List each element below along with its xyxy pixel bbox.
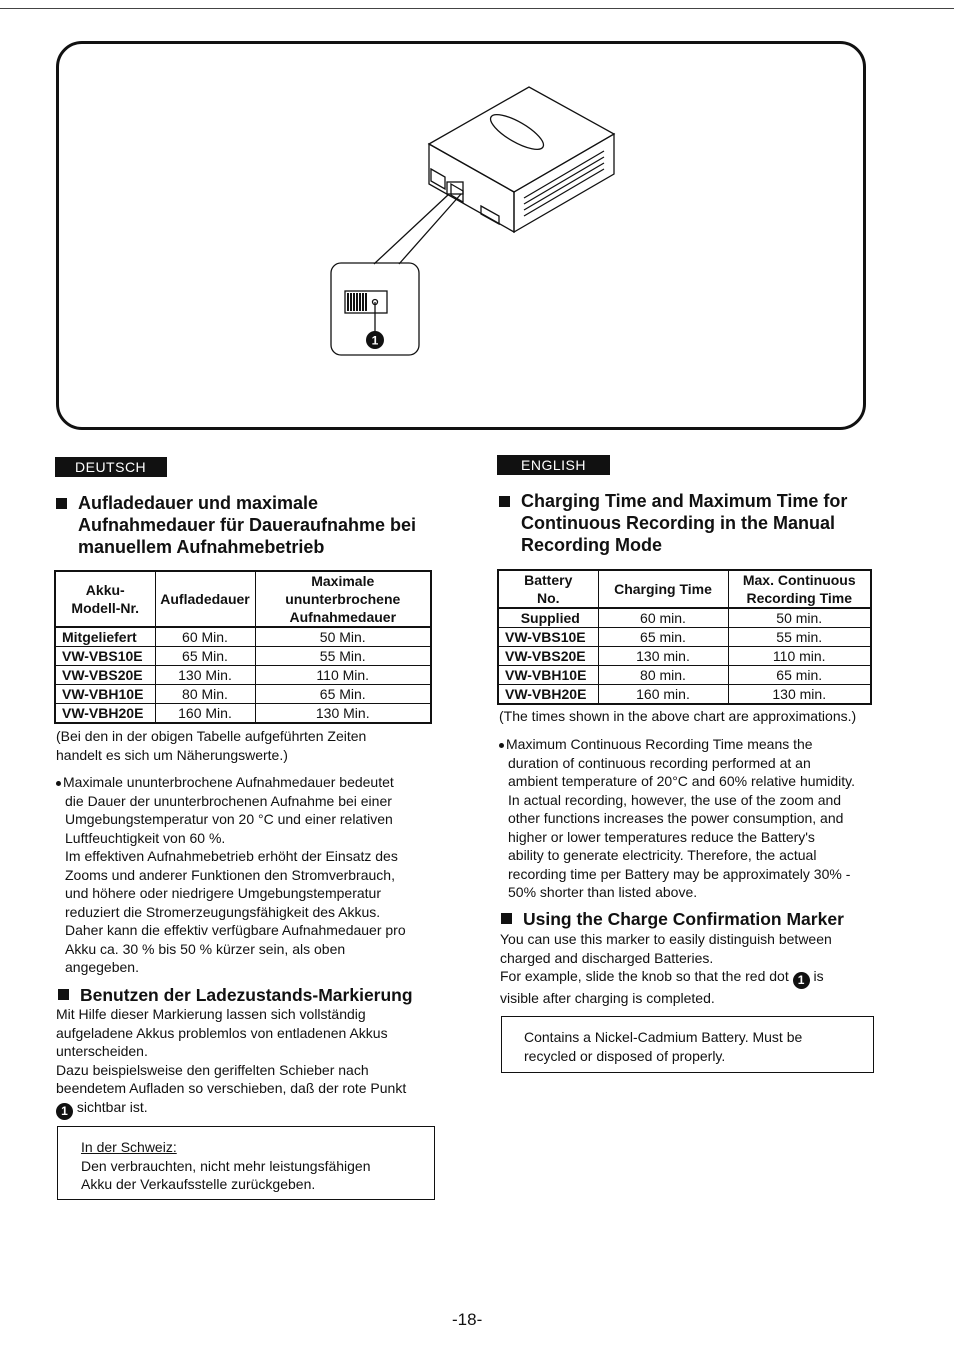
de-switzerland-box: In der Schweiz: Den verbrauchten, nicht mehr leistungsfähigen Akku der Verkaufsstelle zurückgeben. xyxy=(57,1126,435,1200)
de-approximation-note: (Bei den in der obigen Tabelle aufgeführten Zeiten handelt es sich um Näherungswerte.) xyxy=(56,728,367,763)
square-bullet-icon xyxy=(56,498,67,509)
table-row: Mitgeliefert 60 Min. 50 Min. xyxy=(55,627,431,647)
table-header: Battery No. xyxy=(498,570,598,608)
lang-label-deutsch: DEUTSCH xyxy=(55,457,167,477)
square-bullet-icon xyxy=(58,989,69,1000)
table-row: VW-VBH20E 160 Min. 130 Min. xyxy=(55,704,431,724)
de-marker-paragraph: Mit Hilfe dieser Markierung lassen sich vollständig aufgeladene Akkus problemlos von entladenen Akkus unterscheiden. Dazu beispielsweise den geriffelten Schieber nach beendetem Aufladen so verschieben, daß der rote Punkt 1 sichtbar ist. xyxy=(56,1006,407,1118)
top-rule xyxy=(0,8,954,9)
page-number: -18- xyxy=(452,1310,483,1329)
bullet-dot-icon xyxy=(499,743,504,748)
battery-front-face xyxy=(429,144,514,232)
table-row: VW-VBH20E 160 min. 130 min. xyxy=(498,685,871,705)
table-header: Charging Time xyxy=(598,570,728,608)
en-approximation-note: (The times shown in the above chart are approximations.) xyxy=(499,708,857,724)
marker-ridges xyxy=(347,293,367,311)
table-header: Max. Continuous Recording Time xyxy=(728,570,871,608)
square-bullet-icon xyxy=(501,913,512,924)
battery-illustration-frame xyxy=(56,41,866,430)
square-bullet-icon xyxy=(499,496,510,507)
table-header: Aufladedauer xyxy=(155,571,255,627)
table-row: VW-VBS10E 65 Min. 55 Min. xyxy=(55,647,431,666)
bullet-dot-icon xyxy=(56,781,61,786)
en-charging-table xyxy=(497,569,872,705)
table-row: Supplied 60 min. 50 min. xyxy=(498,608,871,628)
table-row: VW-VBS10E 65 min. 55 min. xyxy=(498,628,871,647)
en-bullet-paragraph: Maximum Continuous Recording Time means the duration of continuous recording performed at an ambient temperature of 20°C and 60% relative humidity. In actual recording, however, the use of the zoom and other functions increases the power consumption, and higher or lower temperatures reduce the Battery's ability to generate electricity. Therefore, the actual recording time per Battery may be approximately 30% - 50% shorter than listed above. xyxy=(499,735,889,902)
de-subheading: Benutzen der Ladezustands-Markierung xyxy=(58,984,443,1006)
table-row: VW-VBS20E 130 Min. 110 Min. xyxy=(55,666,431,685)
table-row: VW-VBH10E 80 Min. 65 Min. xyxy=(55,685,431,704)
battery-top-face xyxy=(429,87,614,192)
callout-number-icon: 1 xyxy=(793,972,810,989)
table-row: VW-VBS20E 130 min. 110 min. xyxy=(498,647,871,666)
callout-lines xyxy=(374,194,461,264)
table-header-row xyxy=(55,571,431,627)
de-charging-table xyxy=(54,570,432,724)
battery-illustration xyxy=(59,44,869,433)
de-heading: Aufladedauer und maximale Aufnahmedauer für Daueraufnahme bei manuellem Aufnahmebetrieb xyxy=(56,492,436,558)
callout-number-icon: 1 xyxy=(56,1103,73,1120)
table-header-row xyxy=(498,570,871,608)
lang-label-english: ENGLISH xyxy=(497,455,610,475)
table-row: VW-VBH10E 80 min. 65 min. xyxy=(498,666,871,685)
en-recycling-box: Contains a Nickel-Cadmium Battery. Must be recycled or disposed of properly. xyxy=(501,1016,874,1073)
table-header: Akku- Modell-Nr. xyxy=(55,571,155,627)
battery-marker-window xyxy=(447,182,463,194)
table-header: Maximale ununterbrochene Aufnahmedauer xyxy=(255,571,431,627)
de-bullet-paragraph: Maximale ununterbrochene Aufnahmedauer bedeutet die Dauer der ununterbrochenen Aufnahme bei einer Umgebungstemperatur von 20 °C und einer relativen Luftfeuchtigkeit von 60 %. Im effektiven Aufnahmebetrieb erhöht der Einsatz des Zooms und anderer Funktionen den Stromverbrauch, und höhere oder niedrigere Umgebungstemperatur reduziert die Stromerzeugungsfähigkeit des Akkus. Daher kann die effektiv verfügbare Aufnahmedauer pro Akku ca. 30 % bis 50 % kürzer sein, als oben angegeben. xyxy=(56,773,441,977)
en-subheading: Using the Charge Confirmation Marker xyxy=(501,908,886,930)
callout-number: 1 xyxy=(371,333,379,348)
en-marker-paragraph: You can use this marker to easily distinguish between charged and discharged Batteries. For example, slide the knob so that the red dot 1 is visible after charging is completed. xyxy=(500,931,832,1006)
battery-top-oval xyxy=(486,108,548,155)
en-heading: Charging Time and Maximum Time for Continuous Recording in the Manual Recording Mode xyxy=(499,490,879,556)
